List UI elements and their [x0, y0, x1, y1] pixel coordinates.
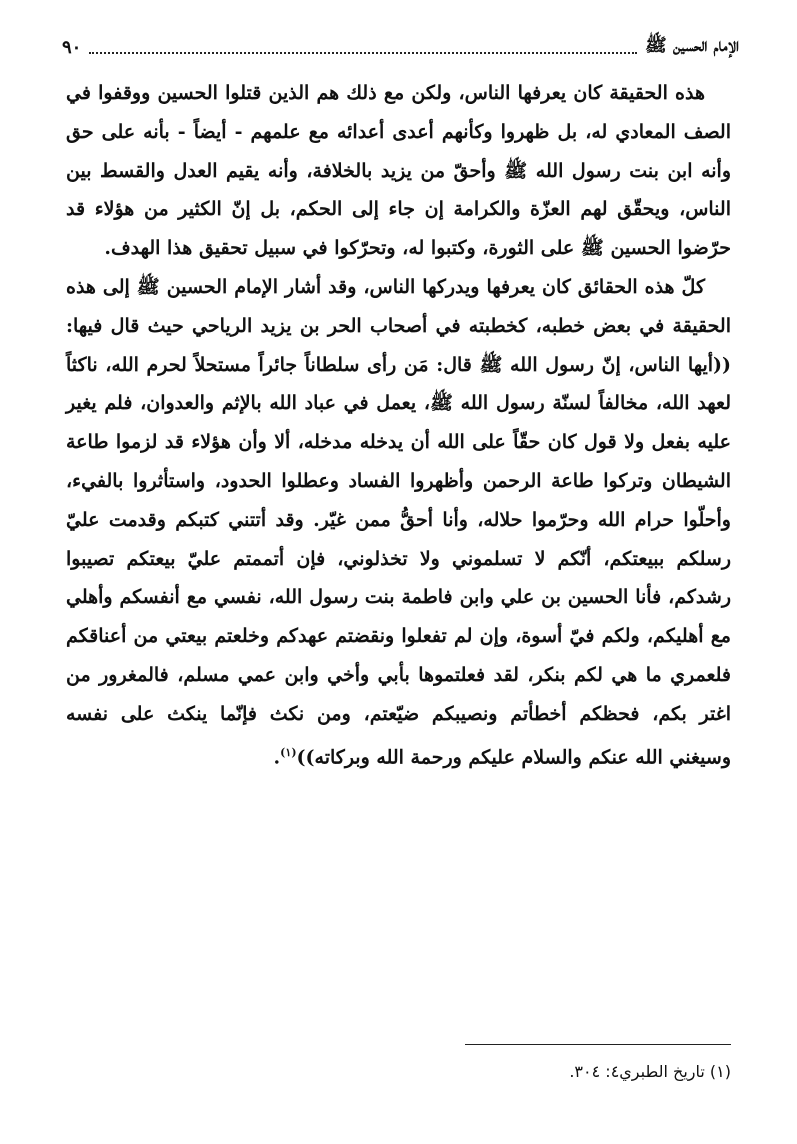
- paragraph-2: [66, 268, 731, 777]
- footnote-separator: [465, 1044, 731, 1045]
- header-dot-leader: [89, 52, 637, 54]
- footnote-reference[interactable]: (١): [280, 745, 297, 759]
- paragraph-1: [66, 74, 731, 268]
- paragraph-1-text: هذه الحقيقة كان يعرفها الناس، ولكن مع ذلك هم الذين قتلوا الحسين ووقفوا في الصف المعادي له، بل ظهروا وكأنهم أعدى أعدائه مع علمهم - أيضاً - بأنه على حق وأنه ابن بنت رسول الله ﷺ وأحقّ من يزيد بالخلافة، وأنه يقيم العدل والقسط بين الناس، ويحقّق لهم العزّة والكرامة إن جاء إلى الحكم، بل إنّ الكثير من هؤلاء قد حرّضوا الحسين ﷺ على الثورة، وكتبوا له، وتحرّكوا في سبيل تحقيق هذا الهدف.: [66, 82, 731, 260]
- paragraph-2-text: كلّ هذه الحقائق كان يعرفها ويدركها الناس، وقد أشار الإمام الحسين ﷺ إلى هذه الحقيقة في بعض خطبه، كخطبته في أصحاب الحر بن يزيد الرياحي حيث قال فيها: ((أيها الناس، إنّ رسول الله ﷺ قال: مَن رأى سلطاناً جائراً مستحلاً لحرم الله، ناكثاً لعهد الله، مخالفاً لسنّة رسول الله ﷺ، يعمل في عباد الله بالإثم والعدوان، فلم يغير عليه بفعل ولا قول كان حقّاً على الله أن يدخله مدخله، ألا وأن هؤلاء قد لزموا طاعة الشيطان وتركوا طاعة الرحمن وأظهروا الفساد وعطلوا الحدود، واستأثروا بالفيء، وأحلّوا حرام الله وحرّموا حلاله، وأنا أحقُّ ممن غيّر. وقد أتتني كتبكم وقدمت عليّ رسلكم ببيعتكم، أنّكم لا تسلموني ولا تخذلوني، فإن أتممتم عليّ بيعتكم تصيبوا رشدكم، فأنا الحسين بن علي وابن فاطمة بنت رسول الله، نفسي مع أنفسكم وأهلي مع أهليكم، ولكم فيّ أسوة، وإن لم تفعلوا ونقضتم عهدكم وخلعتم بيعتي من أعناقكم فلعمري ما هي لكم بنكر، لقد فعلتموها بأبي وأخي وابن عمي مسلم، فالمغرور من اغتر بكم، فحظكم أخطأتم ونصيبكم ضيّعتم، ومن نكث فإنّما ينكث على نفسه وسيغني الله عنكم والسلام عليكم ورحمة الله وبركاته)): [66, 275, 731, 768]
- running-header: [62, 30, 739, 64]
- footnote: (١) تاريخ الطبري٤: ٣٠٤.: [569, 1062, 731, 1081]
- body-text: [66, 74, 731, 777]
- paragraph-2-trailing: .: [273, 745, 281, 768]
- header-title: الإمام الحسين ﷺ: [645, 35, 739, 56]
- page-number: ٩٠: [62, 36, 82, 58]
